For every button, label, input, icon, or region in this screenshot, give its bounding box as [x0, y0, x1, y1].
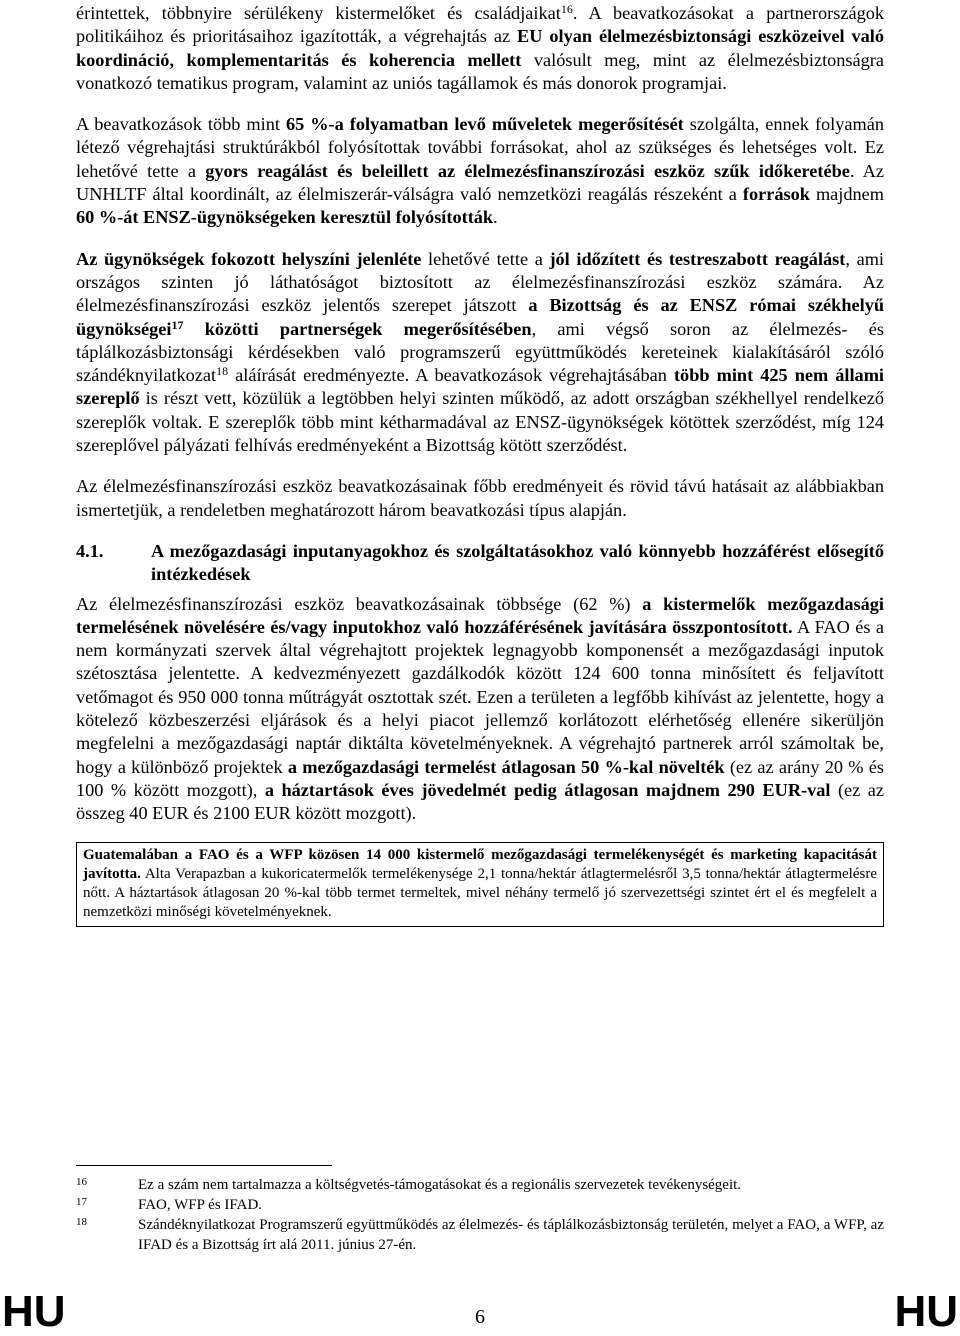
footnote-16: [76, 1175, 884, 1195]
text-run: szolgálta, ennek folyamán létező végrehajtási struktúrákból folyósítottak további forrásokat, ahol az szükséges és lehetséges volt. Ez lehetővé tette a: [76, 114, 884, 181]
text-run: érintettek, többnyire sérülékeny kistermelőket és családjaikat: [76, 3, 561, 23]
text-run: közötti partnerségek megerősítésében: [183, 318, 532, 339]
text-run: . A beavatkozásokat a partnerországok politikáihoz és prioritásaihoz igazították, a végrehajtás az: [76, 3, 884, 47]
footnote-text: FAO, WFP és IFAD.: [138, 1197, 263, 1213]
text-run: források: [742, 184, 810, 205]
text-run: (ez az összeg 40 EUR és 2100 EUR között mozgott).: [76, 779, 884, 824]
text-run: lehetővé tette a: [421, 248, 550, 269]
language-code-right: HU: [894, 1287, 958, 1336]
text-run: 60 %-át ENSZ-ügynökségeken keresztül folyósították: [76, 207, 494, 228]
text-run: EU olyan élelmezésbiztonsági eszközeivel való koordináció, komplementaritás és koherencia mellett: [76, 26, 884, 70]
case-study-text: [83, 846, 877, 923]
paragraph-4: [76, 475, 884, 522]
text-run: aláírását eredményezte. A beavatkozások végrehajtásában: [228, 365, 674, 386]
text-run: Az élelmezésfinanszírozási eszköz beavatkozásainak többsége (62 %): [76, 593, 643, 614]
section-heading: [76, 540, 884, 587]
text-run: a Bizottság és az ENSZ római székhelyű ügynökségei: [76, 295, 885, 339]
text-run: a mezőgazdasági termelést átlagosan 50 %-kal növelték: [287, 756, 725, 777]
footnote-17: [76, 1195, 884, 1215]
page-number: 6: [475, 1306, 485, 1328]
text-run: Az ügynökségek fokozott helyszíni jelenléte: [76, 248, 422, 269]
footnote-ref: 18: [216, 364, 229, 379]
case-study-box: [76, 842, 884, 927]
footnote-ref: 17: [171, 317, 184, 332]
footnote-number: 17: [76, 1196, 87, 1208]
text-run: jól időzített és testreszabott reagálást: [549, 248, 846, 269]
paragraph-2: [76, 113, 884, 229]
text-run: (ez az arány 20 % és 100 % között mozgott),: [76, 756, 884, 800]
text-run: A beavatkozások több mint: [76, 114, 286, 135]
text-run: 65 %-a folyamatban levő műveletek megerősítését: [285, 114, 684, 135]
paragraph-1: [76, 0, 884, 95]
text-run: a kistermelők mezőgazdasági termelésének növelésére és/vagy inputokhoz való hozzáférésének javítására összpontosított.: [76, 593, 884, 637]
document-page: [76, 0, 884, 927]
text-run: Guatemalában a FAO és a WFP közösen 14 000 kistermelő mezőgazdasági termelékenységét és marketing kapacitását javította.: [83, 846, 877, 882]
paragraph-3: [76, 248, 884, 458]
text-run: gyors reagálást és beleillett az élelmezésfinanszírozási eszköz szűk időkeretébe: [205, 160, 850, 181]
text-run: .: [493, 207, 498, 228]
footnote-number: 16: [76, 1176, 87, 1188]
text-run: is részt vett, közülük a legtöbben helyi szinten működő, az adott országban székhellyel rendelkező szereplők voltak. E szereplők több mint kétharmadával az ENSZ-ügynökségek kötöttek szerződést, míg 124 szereplővel pályázati felhívás eredményeként a Bizottság kötött szerződést.: [76, 388, 884, 456]
text-run: , ami végső soron az élelmezés- és táplálkozásbiztonsági kérdésekben való programszerű együttműködés kereteinek kialakításáról szóló szándéknyilatkozat: [76, 318, 884, 386]
text-run: több mint 425 nem állami szereplő: [76, 365, 885, 409]
text-run: valósult meg, mint az élelmezésbiztonságra vonatkozó tematikus program, valamint az uniós tagállamok és más donorok programjai.: [76, 49, 884, 93]
footnote-text: Ez a szám nem tartalmazza a költségvetés-támogatásokat és a regionális szervezetek tevékenységeit.: [138, 1177, 742, 1193]
footnote-number: 18: [76, 1216, 87, 1228]
text-run: , ami országos szinten jó láthatóságot biztosított az élelmezésfinanszírozási eszköz számára. Az élelmezésfinanszírozási eszköz jelentős szerepet játszott: [76, 248, 884, 316]
footnote-ref: 16: [560, 2, 573, 16]
footnotes: [76, 1175, 884, 1255]
section-title: A mezőgazdasági inputanyagokhoz és szolgáltatásokhoz való könnyebb hozzáférést elősegítő intézkedések: [151, 540, 884, 585]
language-code-left: HU: [2, 1287, 66, 1336]
paragraph-5: [76, 593, 884, 826]
footnote-text: Szándéknyilatkozat Programszerű együttműködés az élelmezés- és táplálkozásbiztonság területén, melyet a FAO, a WFP, az IFAD és a Bizottság írt alá 2011. június 27-én.: [138, 1217, 884, 1253]
footnote-18: [76, 1215, 884, 1255]
footnote-separator: [76, 1165, 332, 1166]
text-run: majdnem: [809, 184, 884, 205]
text-run: a háztartások éves jövedelmét pedig átlagosan majdnem 290 EUR-val: [264, 779, 831, 800]
text-run: Az élelmezésfinanszírozási eszköz beavatkozásainak főbb eredményeit és rövid távú hatásait az alábbiakban ismertetjük, a rendeletben meghatározott három beavatkozási típus alapján.: [76, 476, 884, 520]
text-run: A FAO és a nem kormányzati szervek által végrehajtott projektek legnagyobb komponensét a mezőgazdasági inputok szétosztása jelentette. A kedvezményezett gazdálkodók között 124 600 tonna minősített és feljavított vetőmagot és 950 000 tonna műtrágyát osztottak szét. Ezen a területen a legfőbb kihívást az jelentette, hogy a kötelező közbeszerzési eljárások és a helyi piacot jellemző korlátozott elérhetőség ellenére sikerüljön megfelelni a mezőgazdasági naptár diktálta követelményeknek. A végrehajtó partnerek arról számoltak be, hogy a különböző projektek: [76, 616, 884, 777]
section-number: 4.1.: [76, 540, 104, 561]
text-run: . Az UNHLTF által koordinált, az élelmiszerár-válságra való nemzetközi reagálás részeként a: [76, 160, 884, 205]
text-run: Alta Verapazban a kukoricatermelők termelékenysége 2,1 tonna/hektár átlagtermelésről 3,5 tonna/hektár átlagtermelésre nőtt. A háztartások átlagosan 20 %-kal több termet termeltek, mivel néhány termelő jó szervezettségi szintet ért el és megfelelt a nemzetközi minőségi követelményeknek.: [83, 865, 877, 921]
